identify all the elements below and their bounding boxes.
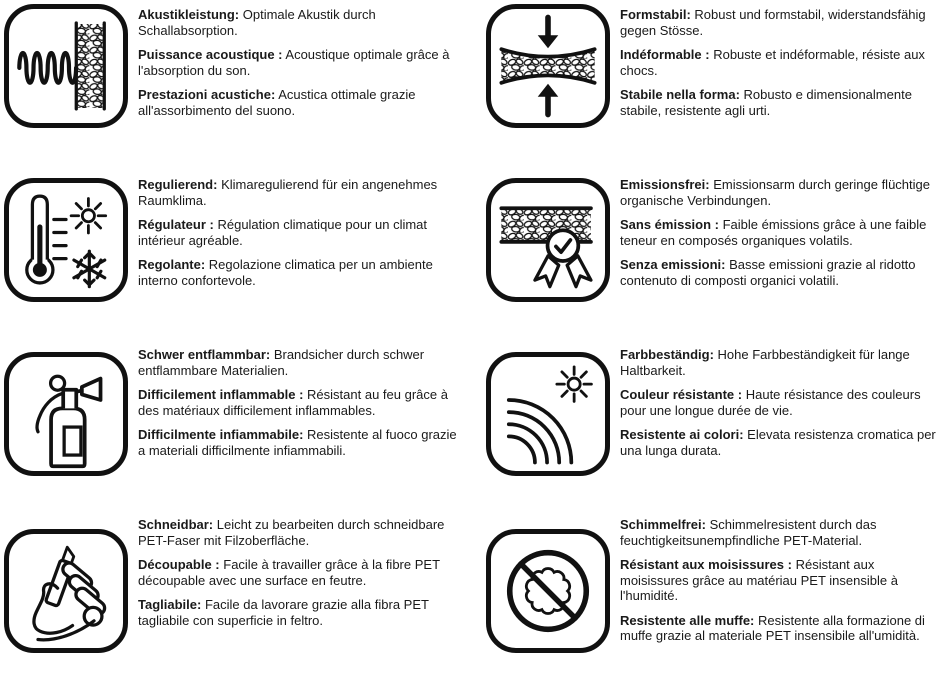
sound-absorption-icon	[4, 4, 128, 128]
low-emission-certified-icon	[486, 178, 610, 302]
feature-cuttable	[0, 510, 468, 680]
feature-text-it: Senza emissioni: Basse emissioni grazie al ridotto contenuto di composti organici volatili.	[620, 257, 916, 288]
feature-text-it: Difficilmente infiammabile: Resistente al fuoco grazie a materiali difficilmente infiammabili.	[138, 427, 457, 458]
feature-text-de: Akustikleistung: Optimale Akustik durch Schallabsorption.	[138, 7, 376, 38]
feature-text-fr: Couleur résistante : Haute résistance des couleurs pour une longue durée de vie.	[620, 387, 921, 418]
feature-text-it: Resistente ai colori: Elevata resistenza cromatica per una lunga durata.	[620, 427, 936, 458]
feature-text-fr: Découpable : Facile à travailler grâce à la fibre PET découpable avec une surface en feutre.	[138, 557, 440, 588]
hand-cutter-icon	[4, 529, 128, 653]
feature-flame-retardant	[0, 340, 468, 510]
feature-shape-stable	[468, 0, 936, 170]
fire-extinguisher-icon	[4, 352, 128, 476]
feature-text-de: Formstabil: Robust und formstabil, widerstandsfähig gegen Stösse.	[620, 7, 926, 38]
feature-regulating	[0, 170, 468, 340]
feature-text-fr: Puissance acoustique : Acoustique optimale grâce à l'absorption du son.	[138, 47, 450, 78]
feature-text-fr: Régulateur : Régulation climatique pour un climat intérieur agréable.	[138, 217, 428, 248]
feature-text-it: Resistente alle muffe: Resistente alla formazione di muffe grazie al materiale PET insensibile all'umidità.	[620, 612, 925, 643]
feature-text-it: Prestazioni acustiche: Acustica ottimale grazie all'assorbimento del suono.	[138, 87, 416, 118]
feature-emission-free	[468, 170, 936, 340]
feature-text-fr: Difficilement inflammable : Résistant au feu grâce à des matériaux difficilement inflammables.	[138, 387, 448, 418]
feature-text-fr: Résistant aux moisissures : Résistant aux moisissures grâce au matériau PET insensible à l'humidité.	[620, 557, 898, 603]
feature-text-de: Schwer entflammbar: Brandsicher durch schwer entflammbare Materialien.	[138, 347, 425, 378]
feature-text-de: Farbbeständig: Hohe Farbbeständigkeit für lange Haltbarkeit.	[620, 347, 910, 378]
feature-text-it: Regolante: Regolazione climatica per un ambiente interno confortevole.	[138, 257, 433, 288]
feature-text-fr: Indéformable : Robuste et indéformable, résiste aux chocs.	[620, 47, 925, 78]
feature-text-de: Schimmelfrei: Schimmelresistent durch das feuchtigkeitsunempfindliche PET-Material.	[620, 517, 877, 548]
feature-text-it: Stabile nella forma: Robusto e dimensionalmente stabile, resistente agli urti.	[620, 87, 912, 118]
rainbow-sun-icon	[486, 352, 610, 476]
feature-text-de: Schneidbar: Leicht zu bearbeiten durch schneidbare PET-Faser mit Filzoberfläche.	[138, 517, 445, 548]
climate-regulation-icon	[4, 178, 128, 302]
compression-resistance-icon	[486, 4, 610, 128]
feature-acoustic	[0, 0, 468, 170]
feature-colorfast	[468, 340, 936, 510]
feature-text-fr: Sans émission : Faible émissions grâce à une faible teneur en composés organiques volatils.	[620, 217, 927, 248]
feature-text-it: Tagliabile: Facile da lavorare grazie alla fibra PET tagliabile con superficie in feltro.	[138, 597, 429, 628]
no-mold-icon	[486, 529, 610, 653]
feature-text-de: Regulierend: Klimaregulierend für ein angenehmes Raumklima.	[138, 177, 438, 208]
feature-text-de: Emissionsfrei: Emissionsarm durch geringe flüchtige organische Verbindungen.	[620, 177, 930, 208]
feature-mold-free	[468, 510, 936, 680]
